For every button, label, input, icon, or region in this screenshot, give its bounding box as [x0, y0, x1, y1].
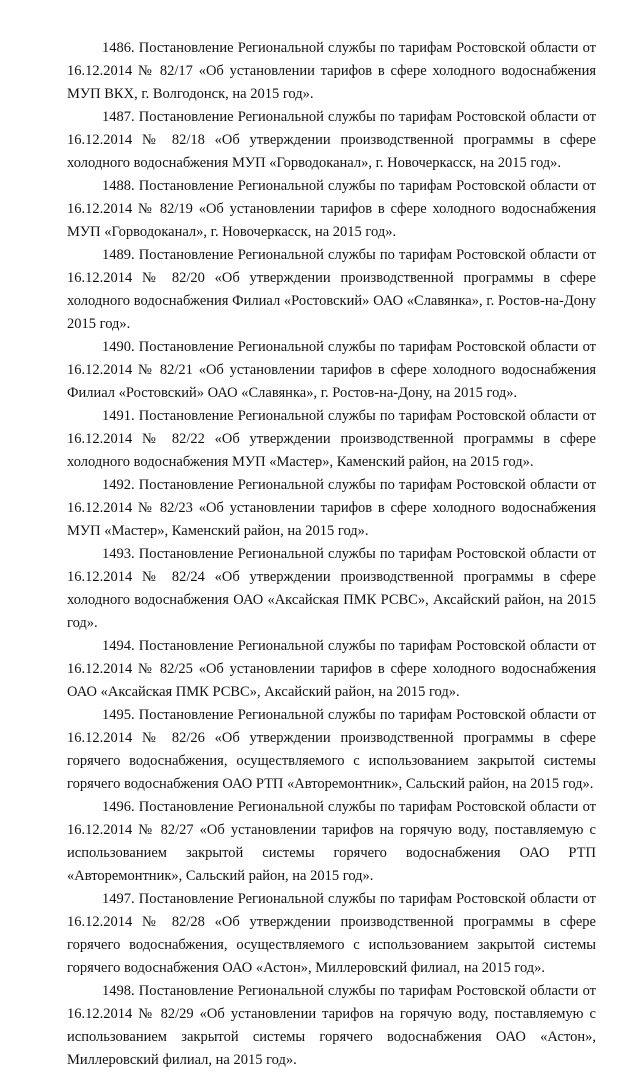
entry-1489: 1489. Постановление Региональной службы по тарифам Ростовской области от 16.12.2014 № 82/20 «Об утверждении производственной программы в сфере холодного водоснабжения Филиал «Ростовский» ОАО «Славянка», г. Ростов-на-Дону 2015 год». [67, 247, 596, 332]
entry-1495: 1495. Постановление Региональной службы по тарифам Ростовской области от 16.12.2014 № 82/26 «Об утверждении производственной программы в сфере горячего водоснабжения, осуществляемого с использованием закрытой системы горячего водоснабжения ОАО РТП «Авторемонтник», Сальский район, на 2015 год». [67, 707, 596, 792]
entry-1491: 1491. Постановление Региональной службы по тарифам Ростовской области от 16.12.2014 № 82/22 «Об утверждении производственной программы в сфере холодного водоснабжения МУП «Мастер», Каменский район, на 2015 год». [67, 408, 596, 470]
entry-1497: 1497. Постановление Региональной службы по тарифам Ростовской области от 16.12.2014 № 82/28 «Об утверждении производственной программы в сфере горячего водоснабжения, осуществляемого с использованием закрытой системы горячего водоснабжения ОАО «Астон», Миллеровский филиал, на 2015 год». [67, 891, 596, 976]
entry-1487: 1487. Постановление Региональной службы по тарифам Ростовской области от 16.12.2014 № 82/18 «Об утверждении производственной программы в сфере холодного водоснабжения МУП «Горводоканал», г. Новочеркасск, на 2015 год». [67, 109, 596, 171]
entry-1498: 1498. Постановление Региональной службы по тарифам Ростовской области от 16.12.2014 № 82/29 «Об установлении тарифов на горячую воду, поставляемую с использованием закрытой системы горячего водоснабжения ОАО «Астон», Миллеровский филиал, на 2015 год». [67, 983, 596, 1068]
entry-1486: 1486. Постановление Региональной службы по тарифам Ростовской области от 16.12.2014 № 82/17 «Об установлении тарифов в сфере холодного водоснабжения МУП ВКХ, г. Волгодонск, на 2015 год». [67, 40, 596, 102]
entry-1496: 1496. Постановление Региональной службы по тарифам Ростовской области от 16.12.2014 № 82/27 «Об установлении тарифов на горячую воду, поставляемую с использованием закрытой системы горячего водоснабжения ОАО РТП «Авторемонтник», Сальский район, на 2015 год». [67, 799, 596, 884]
entry-1488: 1488. Постановление Региональной службы по тарифам Ростовской области от 16.12.2014 № 82/19 «Об установлении тарифов в сфере холодного водоснабжения МУП «Горводоканал», г. Новочеркасск, на 2015 год». [67, 178, 596, 240]
document-page [67, 37, 596, 1072]
entry-1492: 1492. Постановление Региональной службы по тарифам Ростовской области от 16.12.2014 № 82/23 «Об установлении тарифов в сфере холодного водоснабжения МУП «Мастер», Каменский район, на 2015 год». [67, 477, 596, 539]
entry-1493: 1493. Постановление Региональной службы по тарифам Ростовской области от 16.12.2014 № 82/24 «Об утверждении производственной программы в сфере холодного водоснабжения ОАО «Аксайская ПМК РСВС», Аксайский район, на 2015 год». [67, 546, 596, 631]
entry-1490: 1490. Постановление Региональной службы по тарифам Ростовской области от 16.12.2014 № 82/21 «Об установлении тарифов в сфере холодного водоснабжения Филиал «Ростовский» ОАО «Славянка», г. Ростов-на-Дону, на 2015 год». [67, 339, 596, 401]
entry-1494: 1494. Постановление Региональной службы по тарифам Ростовской области от 16.12.2014 № 82/25 «Об установлении тарифов в сфере холодного водоснабжения ОАО «Аксайская ПМК РСВС», Аксайский район, на 2015 год». [67, 638, 596, 700]
